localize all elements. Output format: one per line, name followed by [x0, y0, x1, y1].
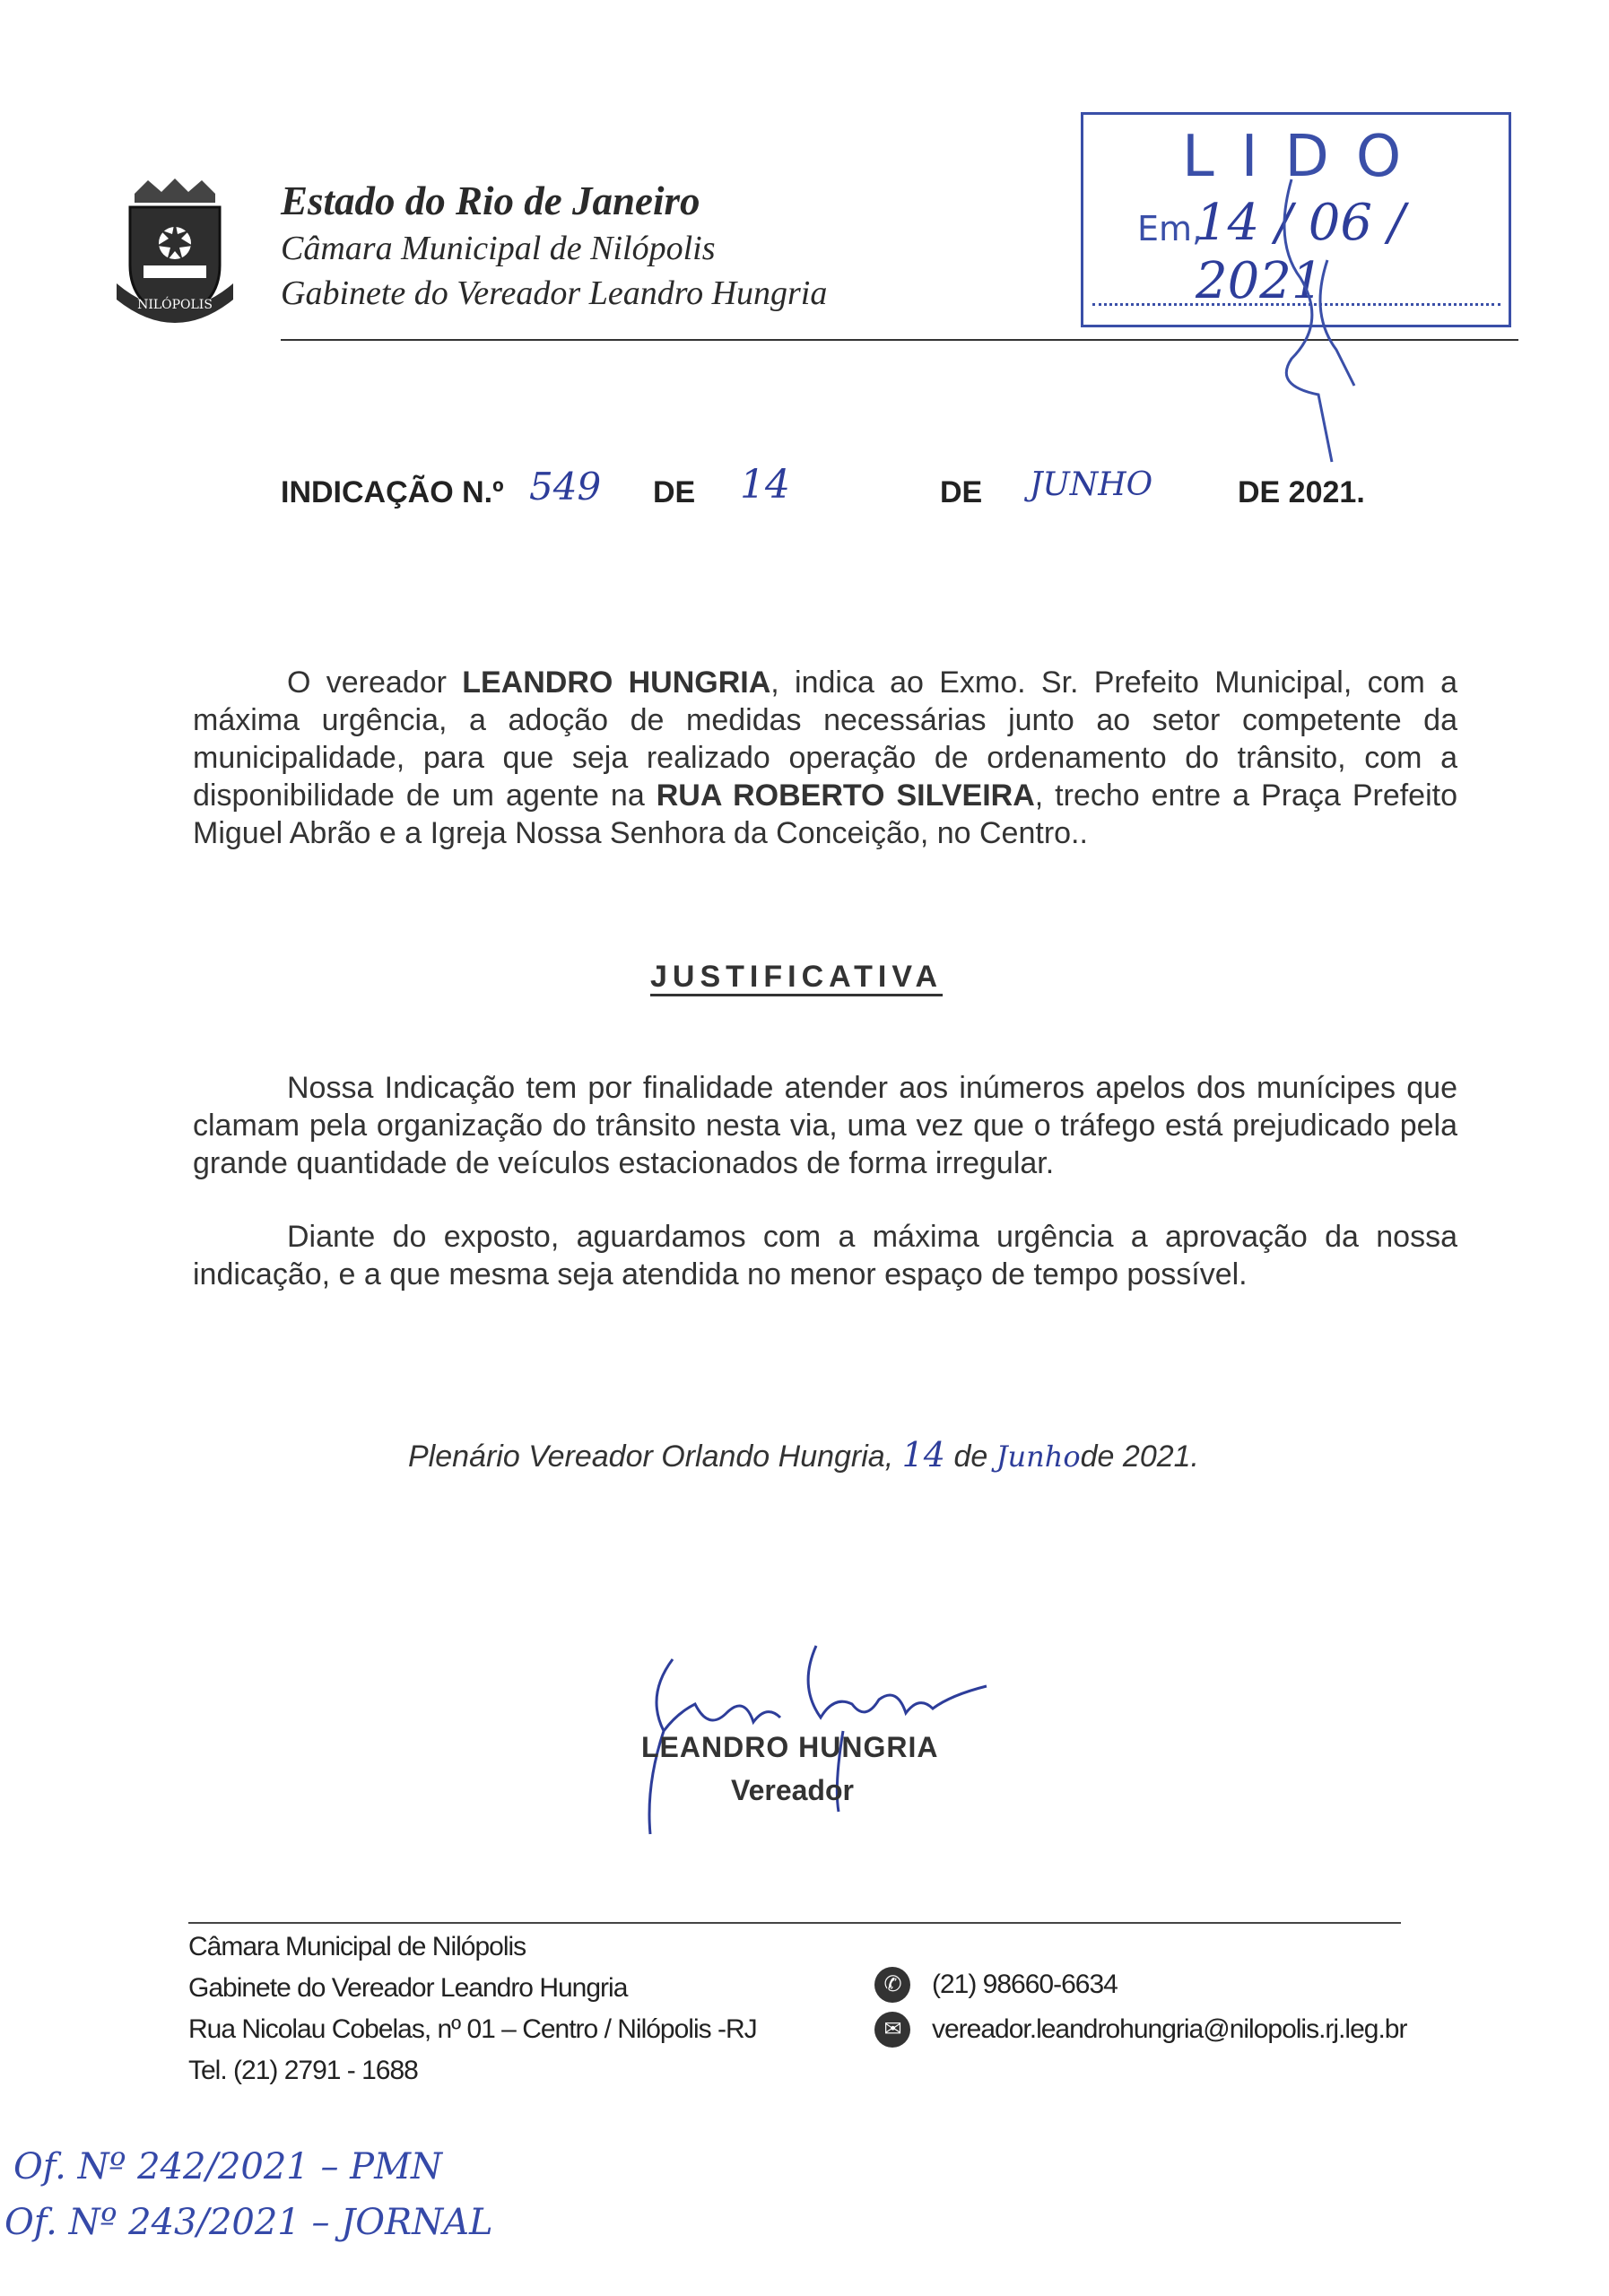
indicacao-year: DE 2021.: [1238, 475, 1365, 509]
seal-text: NILÓPOLIS: [137, 298, 213, 312]
footer-line-chamber: Câmara Municipal de Nilópolis: [188, 1932, 526, 1961]
city-seal-emblem: [108, 176, 242, 328]
indicacao-number: 549: [529, 465, 602, 509]
stamp-title: LIDO: [1182, 124, 1429, 190]
justification-title: JUSTIFICATIVA: [650, 960, 944, 994]
note-line-2: Of. Nº 243/2021 – JORNAL: [4, 2202, 493, 2243]
indicacao-label: INDICAÇÃO N.º: [281, 475, 504, 509]
street-name: RUA ROBERTO SILVEIRA: [656, 778, 1035, 813]
signature-name: LEANDRO HUNGRIA: [641, 1731, 939, 1763]
paragraph-justification: Nossa Indicação tem por finalidade atender aos inúmeros apelos dos munícipes que clamam pela organização do trânsito nesta via, uma vez que o tráfego está prejudicado pela grande quantidade de veículos estacionados de forma irregular.: [193, 1071, 1457, 1180]
handwritten-notes: [0, 2139, 493, 2250]
paragraph-conclusion: Diante do exposto, aguardamos com a máxima urgência a aprovação da nossa indicação, e a que mesma seja atendida no menor espaço de tempo possível.: [193, 1220, 1457, 1292]
chamber-name: Câmara Municipal de Nilópolis: [281, 230, 716, 267]
footer-line-phone: Tel. (21) 2791 - 1688: [188, 2056, 418, 2085]
paragraph-indication: O vereador LEANDRO HUNGRIA, indica ao Exmo. Sr. Prefeito Municipal, com a máxima urgência, a adoção de medidas necessárias junto ao setor competente da municipalidade, para que seja realizado operação de ordenamento do trânsito, com a disponibilidade de um agente na RUA ROBERTO SILVEIRA, trecho entre a Praça Prefeito Miguel Abrão e a Igreja Nossa Senhora da Conceição, no Centro..: [193, 665, 1457, 850]
footer-line-address: Rua Nicolau Cobelas, nº 01 – Centro / Nilópolis -RJ: [188, 2014, 757, 2044]
closing-day: 14: [901, 1435, 945, 1474]
footer-mobile: (21) 98660-6634: [932, 1970, 1118, 1999]
closing-place-date: Plenário Vereador Orlando Hungria, 14 de Junhode 2021.: [408, 1435, 1199, 1474]
vereador-name: LEANDRO HUNGRIA: [462, 665, 771, 700]
stamp-initials-scribble: [1238, 170, 1363, 466]
stamp-date: 14 / 06 / 2021: [1196, 194, 1405, 310]
footer-line-office: Gabinete do Vereador Leandro Hungria: [188, 1973, 628, 2003]
footer-divider: [188, 1922, 1401, 1924]
footer-address: [188, 1926, 757, 2092]
note-line-1: Of. Nº 242/2021 – PMN: [13, 2146, 443, 2187]
signature-role: Vereador: [731, 1774, 854, 1806]
footer-email: vereador.leandrohungria@nilopolis.rj.leg.br: [932, 2014, 1407, 2044]
state-name: Estado do Rio de Janeiro: [281, 178, 700, 223]
whatsapp-icon: ✆: [874, 1967, 910, 2003]
letterhead: [281, 176, 827, 316]
indicacao-de1: DE: [653, 475, 696, 509]
footer-contacts: [874, 1962, 1406, 2052]
closing-month: Junho: [996, 1439, 1081, 1474]
envelope-icon: ✉: [874, 2012, 910, 2048]
indicacao-de2: DE: [940, 475, 983, 509]
office-name: Gabinete do Vereador Leandro Hungria: [281, 274, 828, 312]
indicacao-month: JUNHO: [1030, 466, 1153, 503]
indicacao-day: 14: [740, 462, 790, 508]
stamp-em-label: Em,: [1137, 209, 1204, 248]
